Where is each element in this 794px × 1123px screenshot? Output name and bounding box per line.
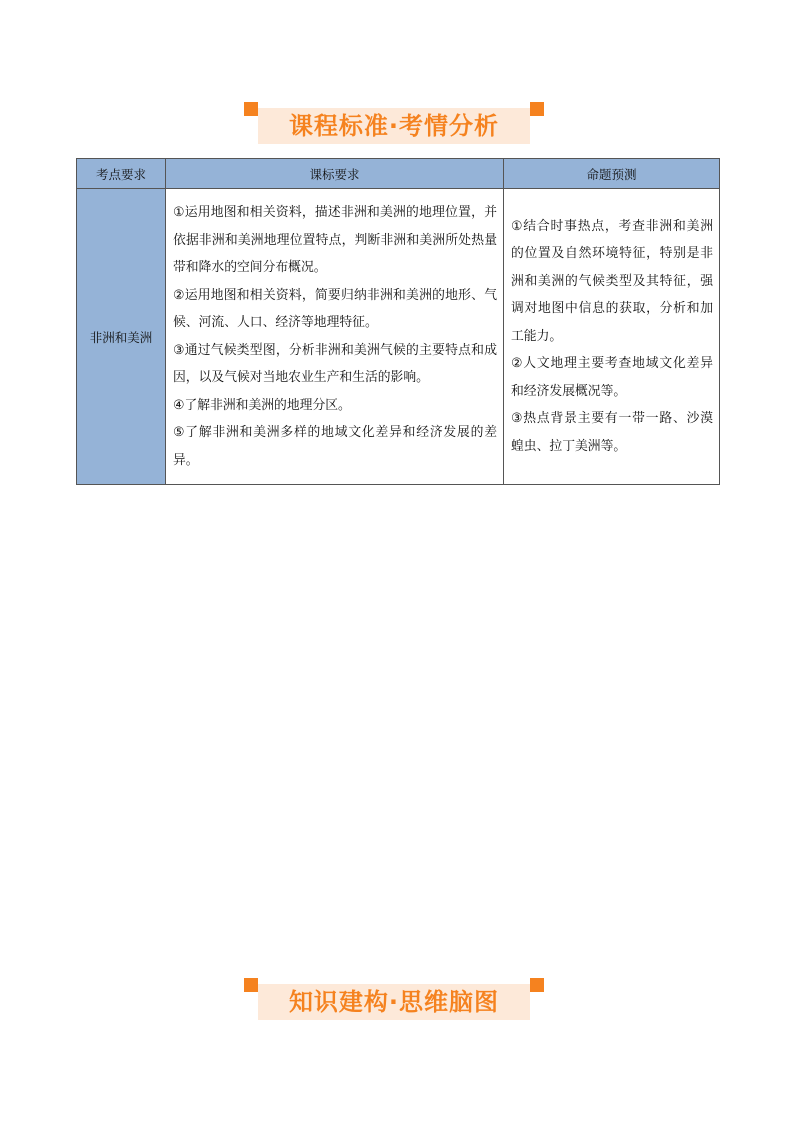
- requirements-cell: [166, 189, 504, 485]
- prediction-item: ②人文地理主要考查地域文化差异和经济发展概况等。: [511, 356, 713, 399]
- requirement-item: ③通过气候类型图，分析非洲和美洲气候的主要特点和成因，以及气候对当地农业生产和生活的影响。: [173, 342, 497, 385]
- curriculum-standards-table: [76, 158, 720, 485]
- topic-cell: 非洲和美洲: [77, 189, 166, 485]
- orange-square-decoration: [244, 978, 258, 992]
- requirement-item: ④了解非洲和美洲的地理分区。: [173, 397, 351, 413]
- column-header-curriculum-requirements: 课标要求: [166, 159, 504, 189]
- prediction-item: ③热点背景主要有一带一路、沙漠蝗虫、拉丁美洲等。: [511, 411, 713, 454]
- requirement-item: ⑤了解非洲和美洲多样的地域文化差异和经济发展的差异。: [173, 425, 497, 468]
- requirement-item: ①运用地图和相关资料，描述非洲和美洲的地理位置，并依据非洲和美洲地理位置特点，判断非洲和美洲所处热量带和降水的空间分布概况。: [173, 205, 497, 275]
- column-header-predictions: 命题预测: [504, 159, 720, 189]
- section-heading-curriculum: [0, 102, 794, 146]
- section-title: 课程标准·考情分析: [288, 112, 500, 140]
- predictions-cell: [504, 189, 720, 485]
- column-header-exam-points: 考点要求: [77, 159, 166, 189]
- orange-square-decoration: [530, 978, 544, 992]
- requirement-item: ②运用地图和相关资料，简要归纳非洲和美洲的地形、气候、河流、人口、经济等地理特征。: [173, 287, 497, 330]
- prediction-item: ①结合时事热点，考查非洲和美洲的位置及自然环境特征，特别是非洲和美洲的气候类型及其特征，强调对地图中信息的获取，分析和加工能力。: [511, 218, 713, 344]
- table-row: [77, 189, 720, 485]
- section-heading-mindmap: [0, 978, 794, 1022]
- table-header-row: [77, 159, 720, 189]
- orange-square-decoration: [530, 102, 544, 116]
- orange-square-decoration: [244, 102, 258, 116]
- section-title: 知识建构·思维脑图: [288, 988, 500, 1016]
